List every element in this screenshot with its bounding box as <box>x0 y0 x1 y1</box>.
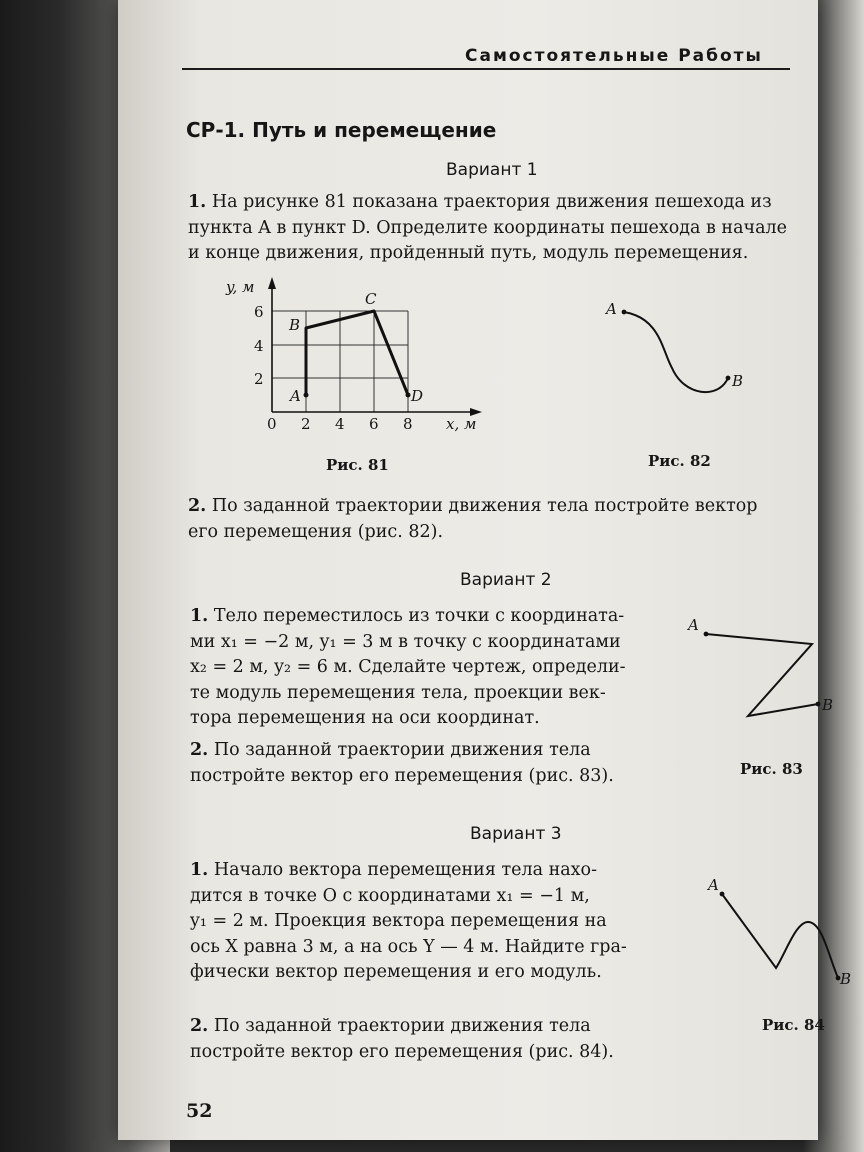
variant-1-task-2 <box>188 494 758 545</box>
header-rule <box>182 68 790 70</box>
x-tick-6: 6 <box>369 415 379 433</box>
y-tick-4: 4 <box>254 337 264 355</box>
y-tick-2: 2 <box>254 370 264 388</box>
task-number: 1. <box>188 192 207 212</box>
task-line: По заданной траектории движения тела постройте вектор <box>211 496 758 516</box>
y-tick-6: 6 <box>254 303 264 321</box>
variant-3-title: Вариант 3 <box>470 824 562 844</box>
pedestrian-trajectory <box>306 311 408 395</box>
point-c-label: C <box>365 290 377 308</box>
fig-83-label-b: B <box>822 696 834 714</box>
task-line: постройте вектор его перемещения (рис. 83). <box>190 765 614 786</box>
fig-81-graph <box>220 275 500 445</box>
page-number: 52 <box>186 1100 213 1122</box>
fig-84-label-a: A <box>708 876 719 894</box>
running-header: Самостоятельные Работы <box>465 46 763 66</box>
fig-84-trajectory <box>700 872 850 992</box>
point-a-dot <box>304 393 309 398</box>
task-line: На рисунке 81 показана траектория движения пешехода из <box>211 192 772 212</box>
x-tick-8: 8 <box>403 415 413 433</box>
fig-83-trajectory <box>682 612 842 722</box>
task-line: Тело переместилось из точки с координата- <box>213 606 625 626</box>
task-line: По заданной траектории движения тела <box>213 1016 591 1036</box>
task-line: ось X равна 3 м, а на ось Y — 4 м. Найдите гра- <box>190 936 627 957</box>
variant-2-task-1 <box>190 604 626 732</box>
task-number: 2. <box>190 1016 209 1036</box>
task-line: x₂ = 2 м, y₂ = 6 м. Сделайте чертеж, определи- <box>190 657 626 677</box>
task-line: y₁ = 2 м. Проекция вектора перемещения на <box>190 911 607 931</box>
variant-3-task-1 <box>190 858 627 986</box>
x-tick-2: 2 <box>301 415 311 433</box>
fig-83-caption: Рис. 83 <box>740 760 803 778</box>
point-a-label: A <box>290 387 301 405</box>
y-axis-label: y, м <box>226 278 255 296</box>
fig-82-trajectory <box>600 298 760 408</box>
variant-1-title: Вариант 1 <box>446 160 538 180</box>
task-number: 1. <box>190 860 209 880</box>
fig-84-caption: Рис. 84 <box>762 1016 825 1034</box>
fig-82-caption: Рис. 82 <box>648 452 711 470</box>
task-number: 2. <box>190 740 209 760</box>
task-line: тора перемещения на оси координат. <box>190 708 540 728</box>
x-axis-label: x, м <box>446 415 477 433</box>
task-line: фически вектор перемещения и его модуль. <box>190 962 602 982</box>
task-line: ми x₁ = −2 м, y₁ = 3 м в точку с координатами <box>190 631 621 652</box>
variant-1-task-1 <box>188 190 787 267</box>
point-b-label: B <box>289 316 301 334</box>
variant-2-task-2 <box>190 738 614 789</box>
task-line: Начало вектора перемещения тела нахо- <box>213 860 598 880</box>
task-number: 1. <box>190 606 209 626</box>
fig-81-caption: Рис. 81 <box>326 456 389 474</box>
task-line: его перемещения (рис. 82). <box>188 521 444 542</box>
task-line: те модуль перемещения тела, проекции век- <box>190 682 606 703</box>
variant-3-task-2 <box>190 1014 614 1065</box>
variant-2-title: Вариант 2 <box>460 570 552 590</box>
fig-83-label-a: A <box>688 616 699 634</box>
task-line: пункта A в пункт D. Определите координаты пешехода в начале <box>188 217 788 238</box>
section-title: СР-1. Путь и перемещение <box>186 118 497 142</box>
task-line: и конце движения, пройденный путь, модуль перемещения. <box>188 243 749 263</box>
task-line: постройте вектор его перемещения (рис. 84). <box>190 1041 614 1062</box>
fig-84-label-b: B <box>840 970 852 988</box>
x-tick-4: 4 <box>335 415 345 433</box>
task-number: 2. <box>188 496 207 516</box>
origin-label: 0 <box>267 415 277 433</box>
point-d-dot <box>406 393 411 398</box>
task-line: дится в точке O с координатами x₁ = −1 м, <box>190 885 590 906</box>
fig-82-label-a: A <box>606 300 617 318</box>
point-d-label: D <box>411 387 424 405</box>
fig-82-label-b: B <box>732 372 744 390</box>
task-line: По заданной траектории движения тела <box>213 740 591 760</box>
